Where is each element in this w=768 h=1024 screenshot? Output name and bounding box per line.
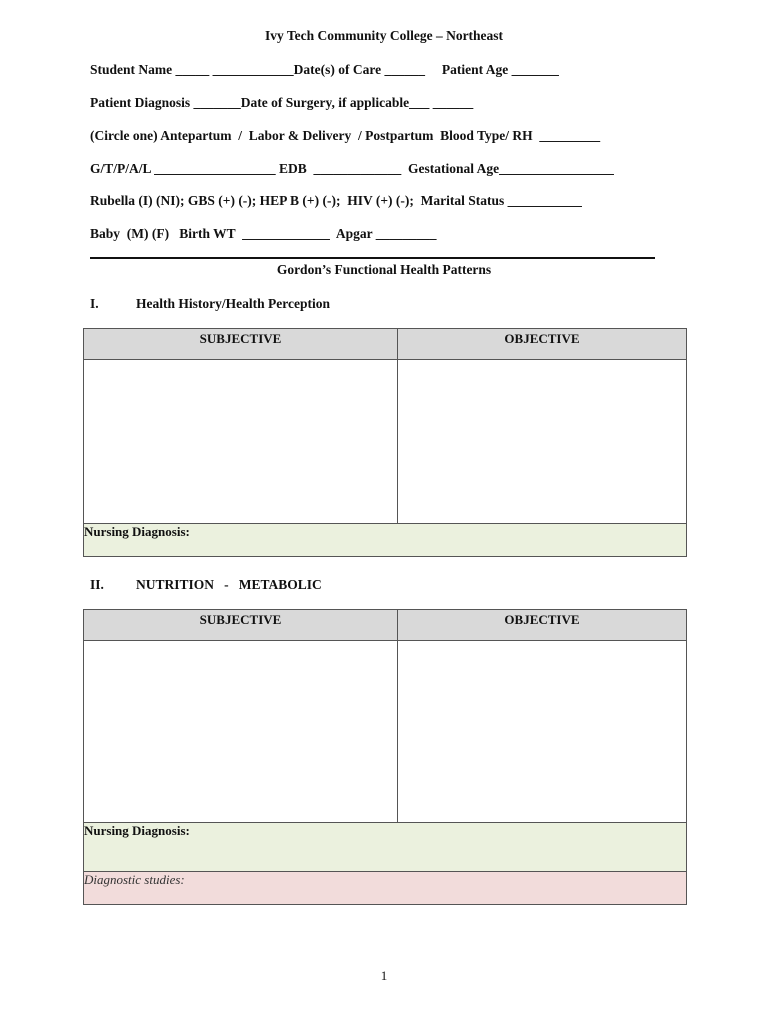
section-2-objective-header: OBJECTIVE xyxy=(398,610,687,641)
college-title: Ivy Tech Community College – Northeast xyxy=(264,28,504,43)
section-1-subjective-header: SUBJECTIVE xyxy=(84,329,398,360)
section-2-subjective-cell[interactable] xyxy=(84,641,398,823)
section-2-objective-cell[interactable] xyxy=(398,641,687,823)
section-2-subjective-header: SUBJECTIVE xyxy=(84,610,398,641)
patient-diagnosis-line: Patient Diagnosis _______Date of Surgery, if applicable___ ______ xyxy=(90,95,474,110)
divider-rule xyxy=(90,257,655,259)
section-1-subjective-cell[interactable] xyxy=(84,360,398,524)
section-2-diagnostic-studies[interactable]: Diagnostic studies: xyxy=(84,872,687,905)
rubella-line: Rubella (I) (NI); GBS (+) (-); HEP B (+) (-); HIV (+) (-); Marital Status ___________ xyxy=(90,193,582,208)
circle-one-line: (Circle one) Antepartum / Labor & Delivery / Postpartum Blood Type/ RH _________ xyxy=(90,128,601,143)
section-1-objective-cell[interactable] xyxy=(398,360,687,524)
baby-line: Baby (M) (F) Birth WT _____________ Apgar _________ xyxy=(90,226,437,241)
section-1-heading: Health History/Health Perception xyxy=(136,296,330,311)
page-number: 1 xyxy=(380,968,388,983)
student-name-line: Student Name _____ ____________Date(s) of Care ______ Patient Age _______ xyxy=(90,62,559,77)
section-1-table xyxy=(83,328,687,557)
section-1-nursing-diagnosis[interactable]: Nursing Diagnosis: xyxy=(84,524,687,557)
gtpal-line: G/T/P/A/L __________________ EDB _____________ Gestational Age_________________ xyxy=(90,161,614,176)
section-2-nursing-diagnosis[interactable]: Nursing Diagnosis: xyxy=(84,823,687,872)
section-2-numeral: II. xyxy=(90,577,104,592)
section-1-numeral: I. xyxy=(90,296,99,311)
patterns-title: Gordon’s Functional Health Patterns xyxy=(276,262,492,277)
section-1-objective-header: OBJECTIVE xyxy=(398,329,687,360)
section-2-heading: NUTRITION - METABOLIC xyxy=(136,577,322,592)
section-2-table xyxy=(83,609,687,905)
